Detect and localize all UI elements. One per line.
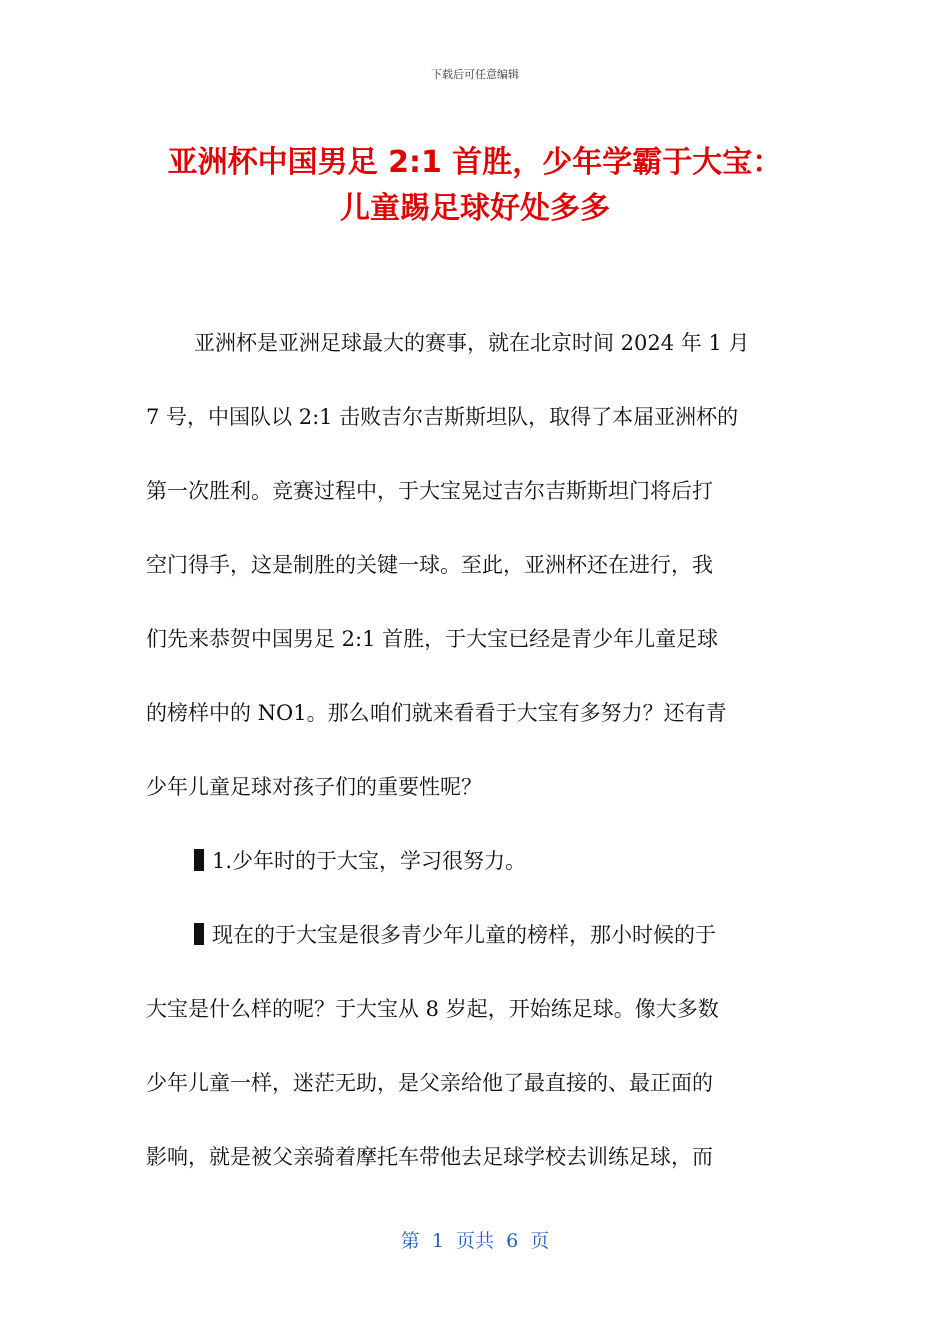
title-line-2: 儿童踢足球好处多多	[340, 191, 610, 226]
paragraph-line: 大宝是什么样的呢？于大宝从 8 岁起，开始练足球。像大多数	[146, 997, 719, 1021]
paragraph-line: 少年儿童一样，迷茫无助，是父亲给他了最直接的、最正面的	[146, 1071, 713, 1095]
header-note: 下载后可任意编辑	[431, 68, 519, 81]
paragraph-line: 空门得手，这是制胜的关键一球。至此，亚洲杯还在进行，我	[146, 553, 713, 577]
section-heading-line	[146, 838, 806, 912]
paragraph-line: 第一次胜利。竞赛过程中，于大宝晃过吉尔吉斯斯坦门将后打	[146, 479, 713, 503]
paragraph-line: 影响，就是被父亲骑着摩托车带他去足球学校去训练足球，而	[146, 1145, 713, 1169]
title-line-1: 亚洲杯中国男足 2:1 首胜，少年学霸于大宝：	[167, 145, 783, 180]
paragraph-line: 的榜样中的 NO1。那么咱们就来看看于大宝有多努力？还有青	[146, 701, 727, 725]
paragraph-line	[146, 912, 806, 986]
paragraph-line: 亚洲杯是亚洲足球最大的赛事，就在北京时间 2024 年 1 月	[194, 331, 750, 355]
section-heading-text: 1.少年时的于大宝，学习很努力。	[212, 849, 527, 873]
document-title	[60, 140, 890, 232]
bullet-marker-icon	[194, 849, 204, 871]
paragraph-line: 少年儿童足球对孩子们的重要性呢？	[146, 775, 482, 799]
article-body	[146, 320, 806, 1208]
page-footer: 第 1 页共 6 页	[400, 1230, 550, 1252]
paragraph-line: 7 号，中国队以 2:1 击败吉尔吉斯斯坦队，取得了本届亚洲杯的	[146, 405, 739, 429]
paragraph-line: 们先来恭贺中国男足 2:1 首胜，于大宝已经是青少年儿童足球	[146, 627, 719, 651]
bullet-marker-icon	[194, 923, 204, 945]
paragraph-text: 现在的于大宝是很多青少年儿童的榜样，那小时候的于	[212, 923, 716, 947]
